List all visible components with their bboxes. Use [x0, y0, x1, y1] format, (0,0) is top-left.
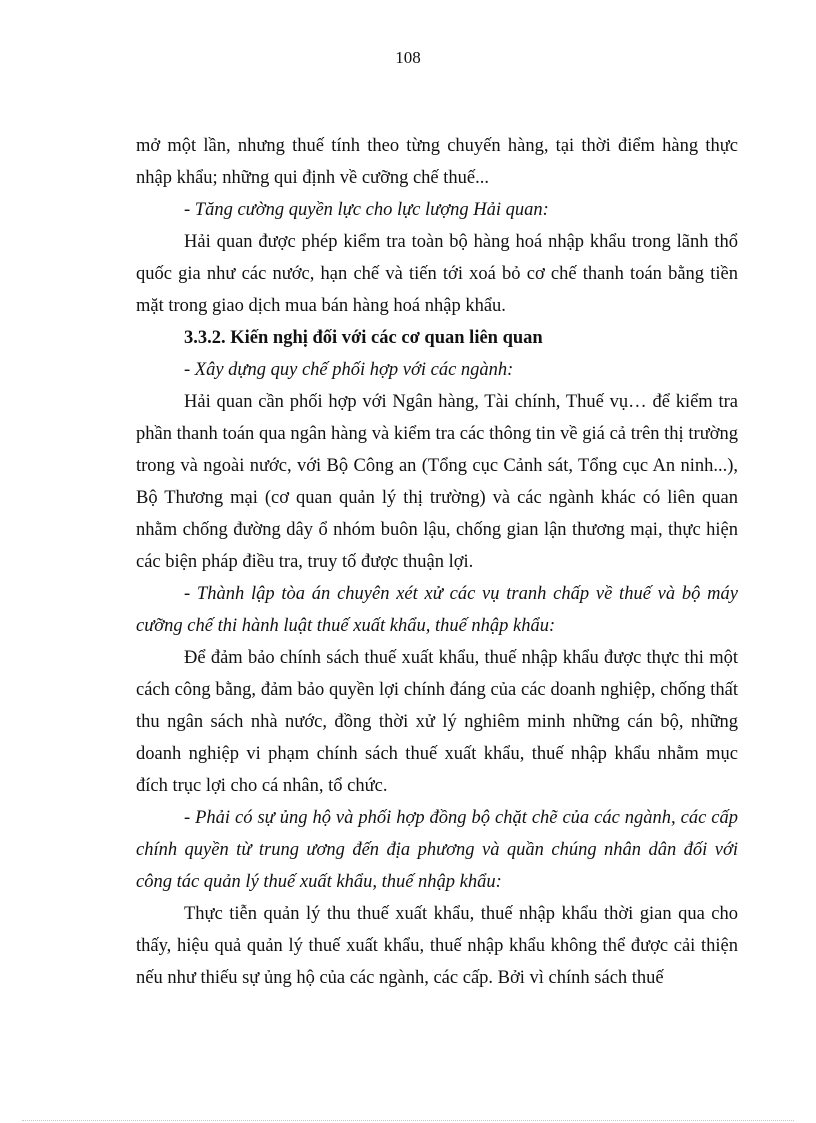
- paragraph-public-support: Thực tiễn quản lý thu thuế xuất khẩu, thuế nhập khẩu thời gian qua cho thấy, hiệu quả quản lý thuế xuất khẩu, thuế nhập khẩu không thể được cải thiện nếu như thiếu sự ủng hộ của các ngành, các cấp. Bởi vì chính sách thuế: [136, 904, 738, 988]
- subheading-tax-court: - Thành lập tòa án chuyên xét xử các vụ tranh chấp về thuế và bộ máy cưỡng chế thi hành luật thuế xuất khẩu, thuế nhập khẩu:: [136, 584, 738, 636]
- section-heading-3-3-2: 3.3.2. Kiến nghị đối với các cơ quan liên quan: [184, 328, 543, 348]
- paragraph-coordination: Hải quan cần phối hợp với Ngân hàng, Tài chính, Thuế vụ… để kiểm tra phần thanh toán qua ngân hàng và kiểm tra các thông tin về giá cả trên thị trường trong và ngoài nước, với Bộ Công an (Tổng cục Cảnh sát, Tổng cục An ninh...), Bộ Thương mại (cơ quan quản lý thị trường) và các ngành khác có liên quan nhằm chống đường dây ổ nhóm buôn lậu, chống gian lận thương mại, thực hiện các biện pháp điều tra, truy tố được thuận lợi.: [136, 392, 738, 572]
- paragraph-tax-court: Để đảm bảo chính sách thuế xuất khẩu, thuế nhập khẩu được thực thi một cách công bằng, đảm bảo quyền lợi chính đáng của các doanh nghiệp, chống thất thu ngân sách nhà nước, đồng thời xử lý nghiêm minh những cán bộ, những doanh nghiệp vi phạm chính sách thuế xuất khẩu, thuế nhập khẩu nhằm mục đích trục lợi cho cá nhân, tổ chức.: [136, 648, 738, 796]
- body-text: [136, 130, 738, 994]
- subheading-public-support: - Phải có sự ủng hộ và phối hợp đồng bộ chặt chẽ của các ngành, các cấp chính quyền từ trung ương đến địa phương và quần chúng nhân dân đối với công tác quản lý thuế xuất khẩu, thuế nhập khẩu:: [136, 808, 738, 892]
- paragraph-customs-inspection: Hải quan được phép kiểm tra toàn bộ hàng hoá nhập khẩu trong lãnh thổ quốc gia như các nước, hạn chế và tiến tới xoá bỏ cơ chế thanh toán bằng tiền mặt trong giao dịch mua bán hàng hoá nhập khẩu.: [136, 232, 738, 316]
- paragraph-continuation: mở một lần, nhưng thuế tính theo từng chuyến hàng, tại thời điểm hàng thực nhập khẩu; những qui định về cưỡng chế thuế...: [136, 136, 738, 188]
- page-number: 108: [395, 48, 421, 67]
- page-bottom-divider: [22, 1120, 794, 1121]
- subheading-coordination: - Xây dựng quy chế phối hợp với các ngành:: [184, 360, 514, 380]
- subheading-customs-authority: - Tăng cường quyền lực cho lực lượng Hải quan:: [184, 200, 549, 220]
